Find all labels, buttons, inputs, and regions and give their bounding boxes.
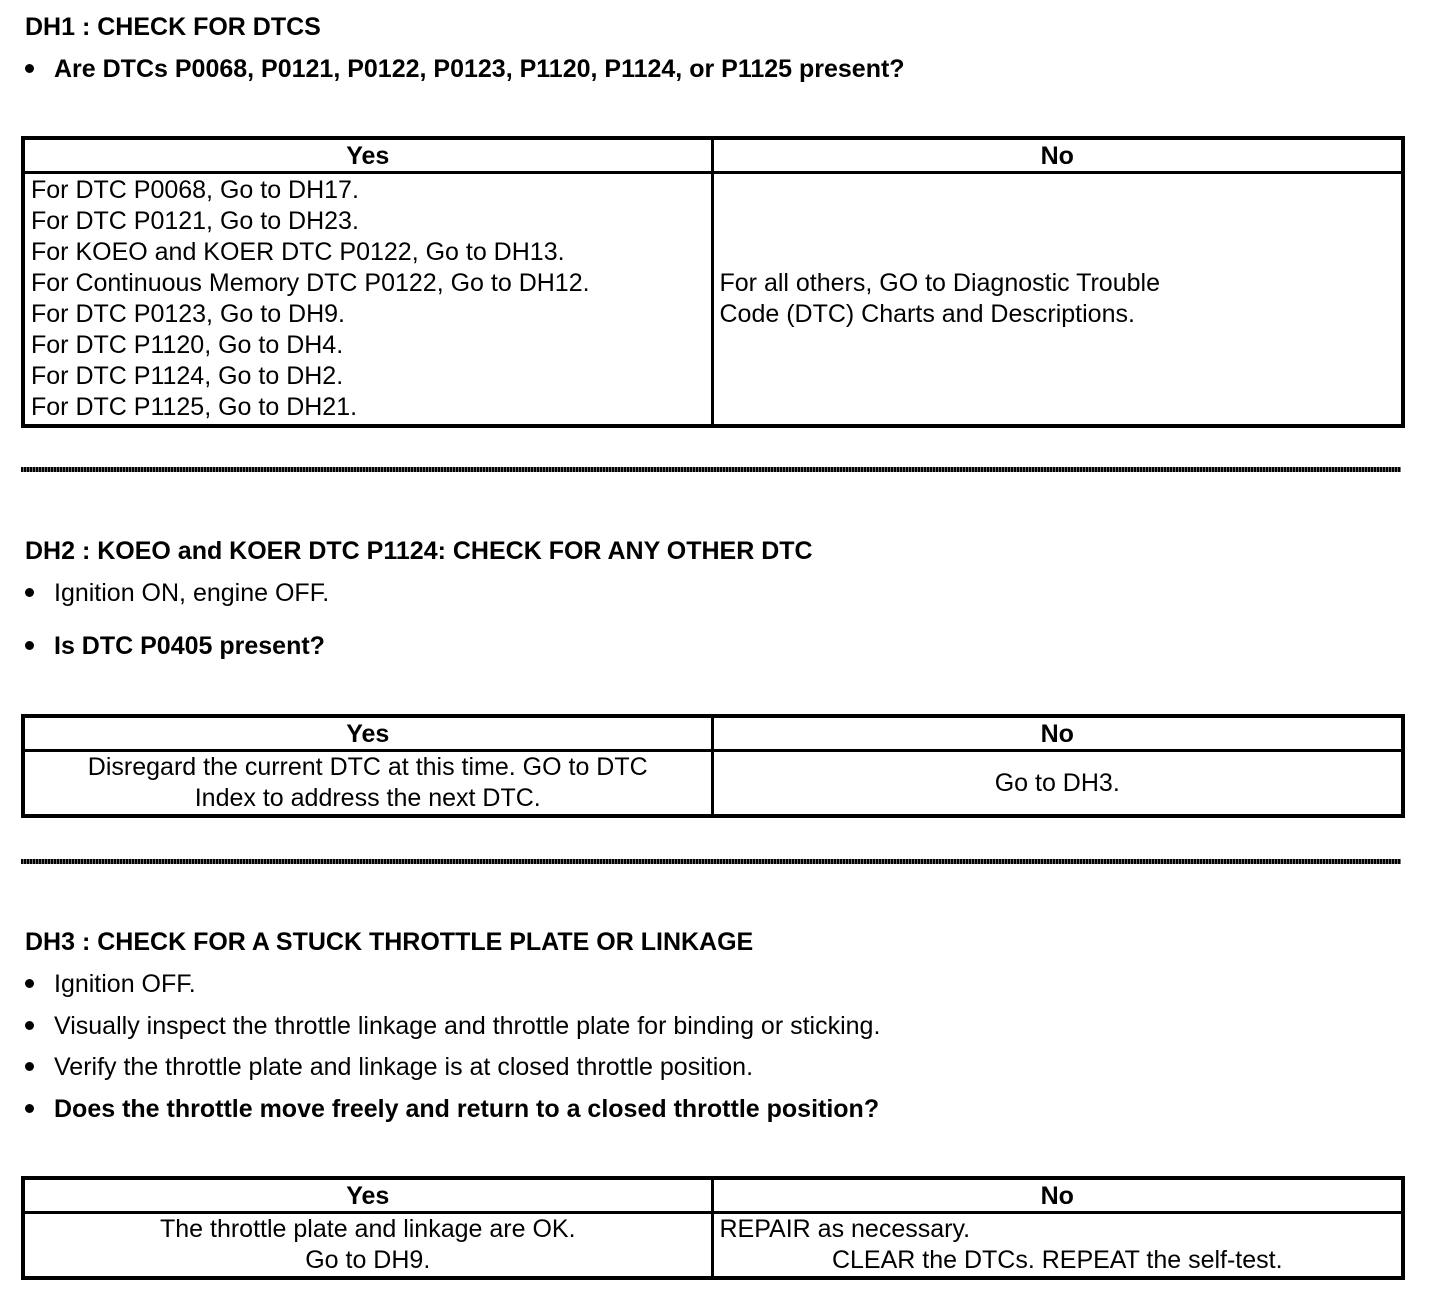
yes-line: Disregard the current DTC at this time. GO to DTC — [87, 753, 648, 781]
bullet-icon — [25, 1021, 34, 1030]
section-divider — [21, 859, 1401, 864]
dh3-step — [25, 1052, 753, 1082]
table-header-row — [23, 138, 1403, 173]
no-line: REPAIR as necessary. — [719, 1215, 971, 1243]
dh3-yes-cell — [23, 1213, 712, 1279]
bullet-icon — [25, 1062, 34, 1071]
dh1-result-table — [21, 136, 1405, 428]
dh3-step-text: Ignition OFF. — [54, 970, 196, 998]
no-line: Code (DTC) Charts and Descriptions. — [719, 300, 1135, 328]
dh2-yes-cell — [23, 751, 712, 817]
yes-line: For DTC P0121, Go to DH23. — [31, 207, 359, 235]
dh2-result-table — [21, 714, 1405, 818]
dh3-question — [25, 1094, 879, 1124]
bullet-icon — [25, 588, 34, 597]
bullet-icon — [25, 1104, 34, 1113]
dh2-title: DH2 : KOEO and KOER DTC P1124: CHECK FOR ANY OTHER DTC — [25, 537, 813, 565]
dh3-step — [25, 1011, 880, 1041]
no-line: For all others, GO to Diagnostic Trouble — [719, 269, 1160, 297]
dh3-result-table — [21, 1176, 1405, 1280]
dh2-question — [25, 631, 325, 661]
yes-header: Yes — [23, 138, 712, 173]
yes-header: Yes — [23, 716, 712, 751]
dh2-question-text: Is DTC P0405 present? — [54, 632, 325, 660]
bullet-icon — [25, 64, 34, 73]
no-line: Go to DH3. — [994, 768, 1120, 797]
yes-line: For Continuous Memory DTC P0122, Go to DH12. — [31, 269, 590, 297]
dh1-title: DH1 : CHECK FOR DTCS — [25, 13, 321, 41]
dh3-no-cell — [712, 1213, 1403, 1279]
dh2-step — [25, 578, 329, 608]
dh1-yes-cell — [23, 173, 712, 427]
dh2-step-text: Ignition ON, engine OFF. — [54, 579, 330, 607]
dh1-question — [25, 54, 905, 84]
no-line: CLEAR the DTCs. REPEAT the self-test. — [831, 1246, 1283, 1274]
yes-line: For KOEO and KOER DTC P0122, Go to DH13. — [31, 238, 565, 266]
section-divider — [21, 467, 1401, 472]
bullet-icon — [25, 979, 34, 988]
yes-line: The throttle plate and linkage are OK. — [159, 1215, 576, 1243]
no-header: No — [712, 716, 1403, 751]
yes-header: Yes — [23, 1178, 712, 1213]
yes-line: For DTC P1125, Go to DH21. — [31, 393, 358, 421]
dh3-step-text: Verify the throttle plate and linkage is at closed throttle position. — [54, 1053, 754, 1081]
dh3-step — [25, 969, 196, 999]
dh3-title: DH3 : CHECK FOR A STUCK THROTTLE PLATE OR LINKAGE — [25, 928, 754, 956]
table-header-row — [23, 716, 1403, 751]
dh1-question-text: Are DTCs P0068, P0121, P0122, P0123, P1120, P1124, or P1125 present? — [54, 55, 905, 83]
table-row — [23, 173, 1403, 427]
no-header: No — [712, 1178, 1403, 1213]
dh3-step-text: Visually inspect the throttle linkage and throttle plate for binding or sticking. — [54, 1012, 881, 1040]
table-header-row — [23, 1178, 1403, 1213]
yes-line: For DTC P1120, Go to DH4. — [31, 331, 344, 359]
dh3-question-text: Does the throttle move freely and return to a closed throttle position? — [54, 1095, 880, 1123]
table-row — [23, 1213, 1403, 1279]
bullet-icon — [25, 641, 34, 650]
no-header: No — [712, 138, 1403, 173]
yes-line: Go to DH9. — [305, 1246, 431, 1274]
table-row — [23, 751, 1403, 817]
yes-line: For DTC P0068, Go to DH17. — [31, 176, 359, 204]
dh2-no-cell — [712, 751, 1403, 817]
yes-line: Index to address the next DTC. — [194, 784, 541, 812]
yes-line: For DTC P1124, Go to DH2. — [31, 362, 344, 390]
dh1-no-cell — [712, 173, 1403, 427]
yes-line: For DTC P0123, Go to DH9. — [31, 300, 346, 328]
